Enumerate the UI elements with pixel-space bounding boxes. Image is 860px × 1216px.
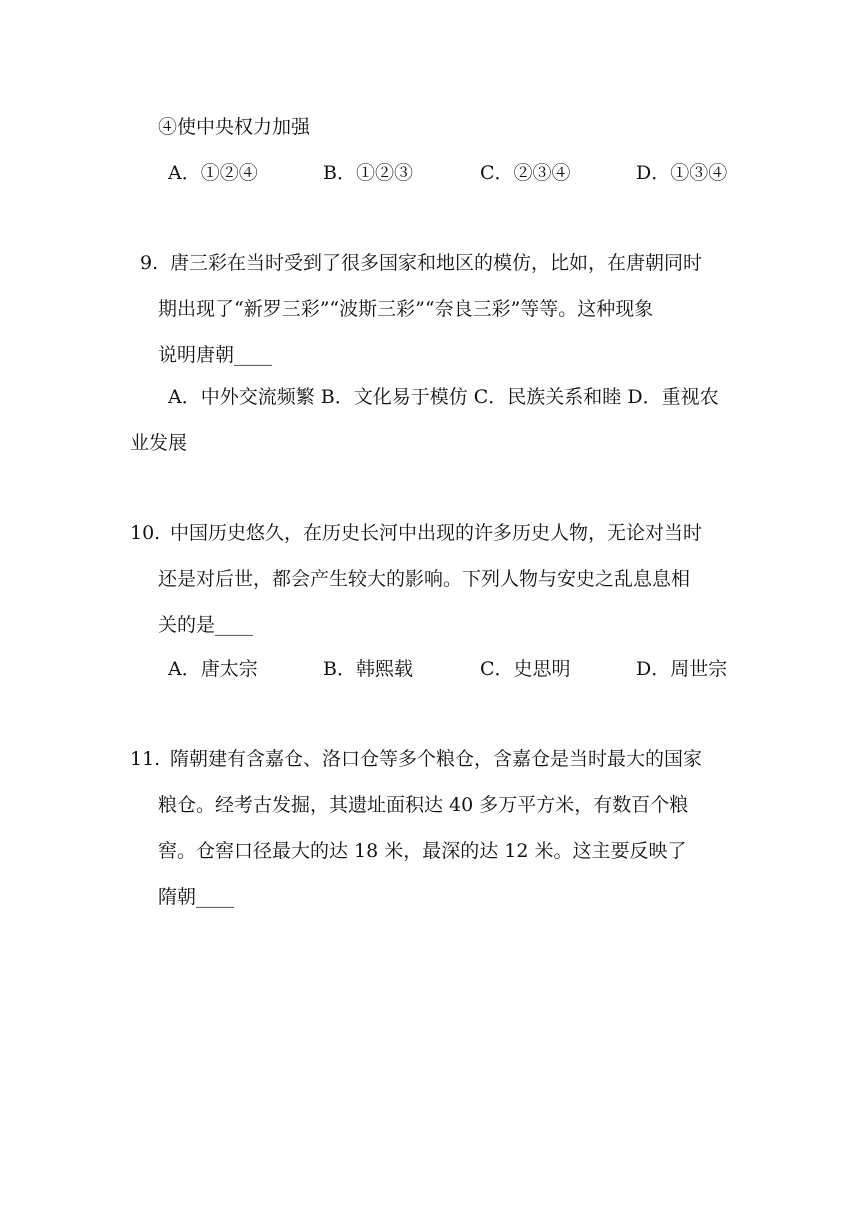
q11-stem-line-1: 隋朝建有含嘉仓、洛口仓等多个粮仓，含嘉仓是当时最大的国家 (170, 748, 703, 770)
q8-item-4: ④使中央权力加强 (158, 116, 311, 138)
q9-stem-line-3: 说明唐朝____ (158, 344, 273, 366)
q10-option-b: B．韩熙载 (323, 658, 413, 680)
q10-stem-line-2: 还是对后世，都会产生较大的影响。下列人物与安史之乱息息相 (158, 568, 691, 590)
q8-option-c: C．②③④ (480, 162, 571, 184)
q11-stem-line-3: 窖。仓窖口径最大的达 18 米，最深的达 12 米。这主要反映了 (158, 840, 687, 862)
q9-number: 9. (140, 252, 159, 274)
q8-option-b: B．①②③ (323, 162, 413, 184)
q11-stem-line-2: 粮仓。经考古发掘，其遗址面积达 40 多万平方米，有数百个粮 (158, 794, 689, 816)
q8-option-a: A．①②④ (168, 162, 258, 184)
q10-option-d: D．周世宗 (636, 658, 728, 680)
q11-stem-line-4: 隋朝____ (158, 886, 235, 908)
q10-stem-line-3: 关的是____ (158, 614, 254, 636)
q9-options: A．中外交流频繁 B．文化易于模仿 C．民族关系和睦 D．重视农 (168, 386, 719, 408)
q10-option-c: C．史思明 (480, 658, 571, 680)
q8-option-d: D．①③④ (636, 162, 728, 184)
q10-option-a: A．唐太宗 (168, 658, 258, 680)
q11-number: 11. (130, 748, 161, 770)
q10-stem-line-1: 中国历史悠久，在历史长河中出现的许多历史人物，无论对当时 (170, 522, 703, 544)
q9-options-wrap: 业发展 (130, 432, 188, 454)
q9-stem-line-2: 期出现了“新罗三彩”“波斯三彩”“奈良三彩”等等。这种现象 (158, 298, 654, 320)
q9-stem-line-1: 唐三彩在当时受到了很多国家和地区的模仿，比如，在唐朝同时 (170, 252, 703, 274)
q10-number: 10. (130, 522, 161, 544)
